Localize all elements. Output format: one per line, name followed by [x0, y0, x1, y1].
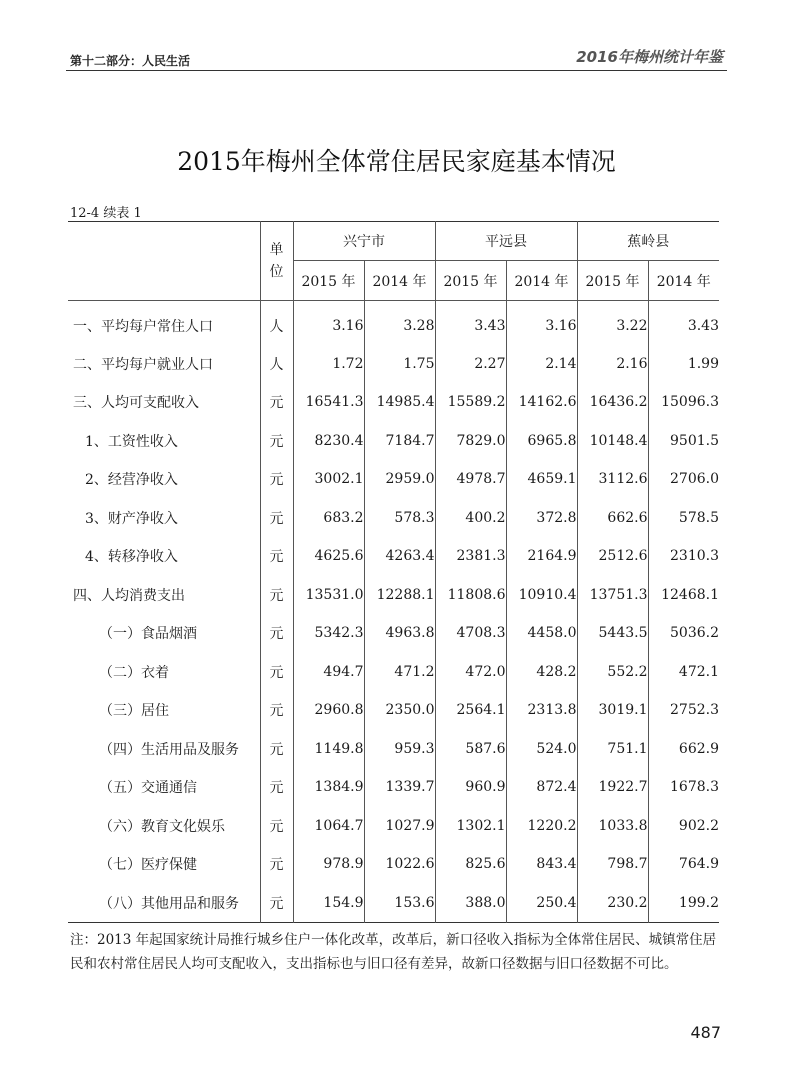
value-cell: 4263.4 [364, 537, 435, 576]
value-cell: 1339.7 [364, 768, 435, 807]
row-label: 4、转移净收入 [85, 549, 178, 566]
value-cell: 798.7 [577, 845, 648, 884]
row-unit: 元 [260, 730, 293, 769]
value-cell: 1220.2 [506, 807, 577, 846]
value-cell: 4659.1 [506, 460, 577, 499]
value-cell: 372.8 [506, 499, 577, 538]
table-row [68, 383, 719, 422]
value-cell: 4963.8 [364, 614, 435, 653]
table-row [68, 614, 719, 653]
row-unit: 元 [260, 691, 293, 730]
value-cell: 14162.6 [506, 383, 577, 422]
value-cell: 4708.3 [435, 614, 506, 653]
value-cell: 3.28 [364, 301, 435, 345]
table-row [68, 537, 719, 576]
value-cell: 2960.8 [293, 691, 364, 730]
row-unit: 元 [260, 576, 293, 615]
page-title: 2015年梅州全体常住居民家庭基本情况 [177, 147, 616, 176]
year-header: 2014 年 [648, 261, 719, 301]
value-cell: 3.43 [648, 301, 719, 345]
value-cell: 3.16 [506, 301, 577, 345]
year-header: 2014 年 [506, 261, 577, 301]
value-cell: 524.0 [506, 730, 577, 769]
row-label: （三）居住 [99, 703, 169, 720]
row-unit: 元 [260, 460, 293, 499]
value-cell: 662.6 [577, 499, 648, 538]
row-unit: 元 [260, 807, 293, 846]
value-cell: 5342.3 [293, 614, 364, 653]
value-cell: 11808.6 [435, 576, 506, 615]
row-unit: 元 [260, 383, 293, 422]
table-row [68, 576, 719, 615]
value-cell: 2350.0 [364, 691, 435, 730]
value-cell: 15589.2 [435, 383, 506, 422]
value-cell: 683.2 [293, 499, 364, 538]
value-cell: 2959.0 [364, 460, 435, 499]
row-label: （五）交通通信 [99, 780, 197, 797]
row-label: （八）其他用品和服务 [99, 895, 239, 912]
value-cell: 7829.0 [435, 422, 506, 461]
row-label: （六）教育文化娱乐 [99, 818, 225, 835]
data-table [68, 221, 719, 923]
unit-header: 单 位 [260, 222, 293, 301]
value-cell: 578.5 [648, 499, 719, 538]
page-number: 487 [690, 1023, 721, 1042]
value-cell: 16541.3 [293, 383, 364, 422]
row-label: 一、平均每户常住人口 [73, 318, 213, 335]
value-cell: 199.2 [648, 884, 719, 923]
row-unit: 元 [260, 845, 293, 884]
value-cell: 2564.1 [435, 691, 506, 730]
value-cell: 250.4 [506, 884, 577, 923]
value-cell: 2.16 [577, 345, 648, 384]
value-cell: 1384.9 [293, 768, 364, 807]
value-cell: 3002.1 [293, 460, 364, 499]
year-header: 2014 年 [364, 261, 435, 301]
value-cell: 959.3 [364, 730, 435, 769]
value-cell: 12468.1 [648, 576, 719, 615]
row-unit: 元 [260, 884, 293, 923]
value-cell: 471.2 [364, 653, 435, 692]
value-cell: 12288.1 [364, 576, 435, 615]
value-cell: 872.4 [506, 768, 577, 807]
value-cell: 764.9 [648, 845, 719, 884]
value-cell: 843.4 [506, 845, 577, 884]
value-cell: 428.2 [506, 653, 577, 692]
value-cell: 751.1 [577, 730, 648, 769]
table-row [68, 691, 719, 730]
value-cell: 3.16 [293, 301, 364, 345]
table-row [68, 884, 719, 923]
row-label: （四）生活用品及服务 [99, 741, 239, 758]
value-cell: 662.9 [648, 730, 719, 769]
table-row [68, 845, 719, 884]
value-cell: 1302.1 [435, 807, 506, 846]
year-header: 2015 年 [577, 261, 648, 301]
region-header: 平远县 [435, 222, 577, 261]
row-label: 1、工资性收入 [85, 433, 178, 450]
region-header: 蕉岭县 [577, 222, 719, 261]
value-cell: 3.22 [577, 301, 648, 345]
year-header: 2015 年 [293, 261, 364, 301]
row-unit: 元 [260, 614, 293, 653]
value-cell: 2.14 [506, 345, 577, 384]
table-row [68, 499, 719, 538]
row-label: 三、人均可支配收入 [73, 395, 199, 412]
region-header: 兴宁市 [293, 222, 435, 261]
table-row [68, 460, 719, 499]
value-cell: 4978.7 [435, 460, 506, 499]
value-cell: 10910.4 [506, 576, 577, 615]
section-header: 第十二部分：人民生活 [70, 54, 191, 68]
value-cell: 3019.1 [577, 691, 648, 730]
table-row [68, 422, 719, 461]
value-cell: 2381.3 [435, 537, 506, 576]
value-cell: 15096.3 [648, 383, 719, 422]
value-cell: 4458.0 [506, 614, 577, 653]
value-cell: 1064.7 [293, 807, 364, 846]
value-cell: 1922.7 [577, 768, 648, 807]
value-cell: 472.1 [648, 653, 719, 692]
row-unit: 元 [260, 499, 293, 538]
value-cell: 3.43 [435, 301, 506, 345]
value-cell: 9501.5 [648, 422, 719, 461]
value-cell: 902.2 [648, 807, 719, 846]
value-cell: 1.72 [293, 345, 364, 384]
row-label: 2、经营净收入 [85, 472, 178, 489]
yearbook-header: 2016年梅州统计年鉴 [576, 48, 723, 66]
row-unit: 元 [260, 422, 293, 461]
row-label: 3、财产净收入 [85, 510, 178, 527]
value-cell: 4625.6 [293, 537, 364, 576]
value-cell: 587.6 [435, 730, 506, 769]
table-number: 12-4 续表 1 [70, 206, 142, 221]
row-label: （七）医疗保健 [99, 857, 197, 874]
header-rule [66, 70, 727, 71]
table-row [68, 653, 719, 692]
row-unit: 元 [260, 768, 293, 807]
value-cell: 978.9 [293, 845, 364, 884]
row-unit: 人 [260, 345, 293, 384]
value-cell: 154.9 [293, 884, 364, 923]
value-cell: 6965.8 [506, 422, 577, 461]
value-cell: 2313.8 [506, 691, 577, 730]
value-cell: 5036.2 [648, 614, 719, 653]
value-cell: 1.75 [364, 345, 435, 384]
value-cell: 8230.4 [293, 422, 364, 461]
value-cell: 2706.0 [648, 460, 719, 499]
table-body [68, 301, 719, 923]
value-cell: 7184.7 [364, 422, 435, 461]
value-cell: 960.9 [435, 768, 506, 807]
value-cell: 3112.6 [577, 460, 648, 499]
value-cell: 2310.3 [648, 537, 719, 576]
table-row [68, 730, 719, 769]
row-label: 四、人均消费支出 [73, 587, 185, 604]
value-cell: 5443.5 [577, 614, 648, 653]
value-cell: 1022.6 [364, 845, 435, 884]
value-cell: 1.99 [648, 345, 719, 384]
item-header [68, 222, 260, 301]
table-row [68, 301, 719, 345]
value-cell: 472.0 [435, 653, 506, 692]
value-cell: 825.6 [435, 845, 506, 884]
row-label: （二）衣着 [99, 664, 169, 681]
value-cell: 552.2 [577, 653, 648, 692]
table-row [68, 345, 719, 384]
table-row [68, 807, 719, 846]
row-unit: 元 [260, 537, 293, 576]
value-cell: 16436.2 [577, 383, 648, 422]
value-cell: 230.2 [577, 884, 648, 923]
row-unit: 人 [260, 301, 293, 345]
row-label: 二、平均每户就业人口 [73, 356, 213, 373]
value-cell: 494.7 [293, 653, 364, 692]
value-cell: 1033.8 [577, 807, 648, 846]
value-cell: 2.27 [435, 345, 506, 384]
row-unit: 元 [260, 653, 293, 692]
footnote: 注：2013 年起国家统计局推行城乡住户一体化改革，改革后，新口径收入指标为全体常住居民、城镇常住居民和农村常住居民人均可支配收入，支出指标也与旧口径有差异，故新口径数据与旧口径数据不可比。 [70, 932, 717, 972]
value-cell: 400.2 [435, 499, 506, 538]
year-header: 2015 年 [435, 261, 506, 301]
value-cell: 1027.9 [364, 807, 435, 846]
value-cell: 1678.3 [648, 768, 719, 807]
value-cell: 2752.3 [648, 691, 719, 730]
value-cell: 2512.6 [577, 537, 648, 576]
value-cell: 578.3 [364, 499, 435, 538]
value-cell: 388.0 [435, 884, 506, 923]
value-cell: 13751.3 [577, 576, 648, 615]
value-cell: 153.6 [364, 884, 435, 923]
table-row [68, 768, 719, 807]
row-label: （一）食品烟酒 [99, 626, 197, 643]
value-cell: 2164.9 [506, 537, 577, 576]
value-cell: 10148.4 [577, 422, 648, 461]
value-cell: 14985.4 [364, 383, 435, 422]
value-cell: 1149.8 [293, 730, 364, 769]
value-cell: 13531.0 [293, 576, 364, 615]
